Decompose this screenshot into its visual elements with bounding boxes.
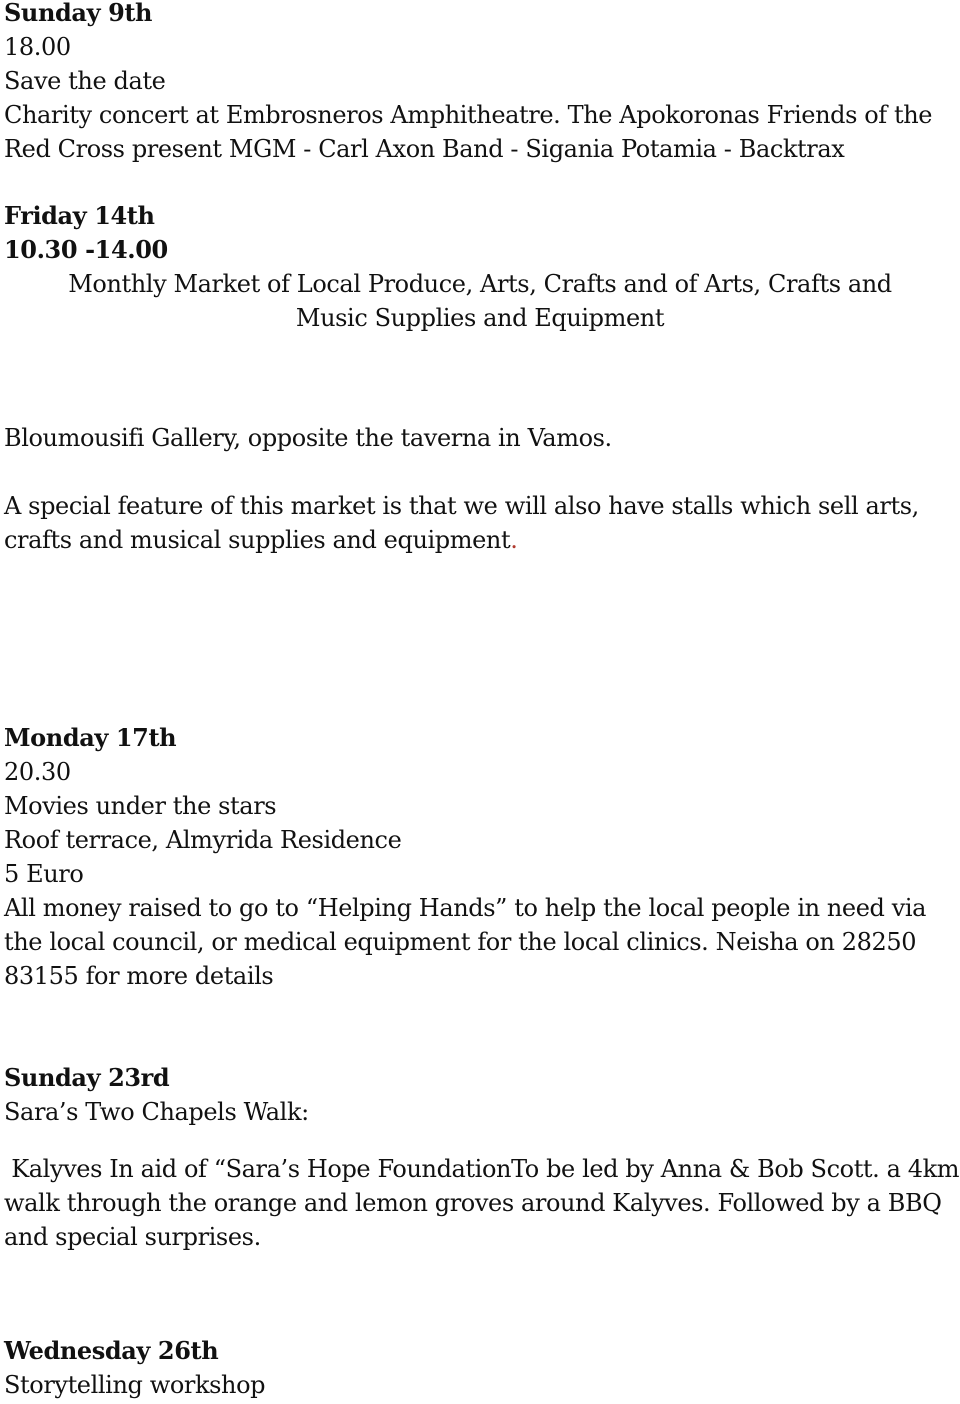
event-title: Movies under the stars	[4, 792, 277, 820]
event-heading-monday-17th: Monday 17th	[4, 723, 177, 752]
event-note: Save the date	[4, 67, 166, 95]
event-heading-friday-14th: Friday 14th	[4, 201, 155, 230]
event-heading-sunday-9th: Sunday 9th	[4, 0, 153, 27]
event-location: Bloumousifi Gallery, opposite the taverna in Vamos.	[4, 424, 612, 452]
event-title: Sara’s Two Chapels Walk:	[4, 1098, 309, 1126]
event-description: Kalyves In aid of “Sara’s Hope FoundationTo be led by Anna & Bob Scott. a 4km	[4, 1155, 960, 1183]
event-location: Roof terrace, Almyrida Residence	[4, 826, 402, 854]
event-description: All money raised to go to “Helping Hands” to help the local people in need via	[4, 894, 927, 922]
event-feature: A special feature of this market is that we will also have stalls which sell arts,	[4, 492, 919, 520]
event-heading-sunday-23rd: Sunday 23rd	[4, 1063, 170, 1092]
event-description: the local council, or medical equipment for the local clinics. Neisha on 28250	[4, 928, 917, 956]
event-description: and special surprises.	[4, 1223, 261, 1251]
event-title: Storytelling workshop	[4, 1371, 266, 1399]
event-time: 20.30	[4, 758, 71, 786]
accent-period: .	[510, 526, 518, 554]
event-description: walk through the orange and lemon groves around Kalyves. Followed by a BBQ	[4, 1189, 942, 1217]
event-description: Red Cross present MGM - Carl Axon Band - Sigania Potamia - Backtrax	[4, 135, 845, 163]
event-description: 83155 for more details	[4, 962, 274, 990]
event-description: Charity concert at Embrosneros Amphitheatre. The Apokoronas Friends of the	[4, 101, 933, 129]
event-title: Monthly Market of Local Produce, Arts, Crafts and of Arts, Crafts and	[68, 270, 892, 298]
event-time: 10.30 -14.00	[4, 235, 168, 264]
event-time: 18.00	[4, 33, 71, 61]
event-heading-wednesday-26th: Wednesday 26th	[4, 1336, 219, 1365]
event-price: 5 Euro	[4, 860, 84, 888]
event-feature	[4, 523, 517, 557]
event-feature-text: crafts and musical supplies and equipment	[4, 526, 511, 554]
event-title: Music Supplies and Equipment	[295, 304, 665, 332]
